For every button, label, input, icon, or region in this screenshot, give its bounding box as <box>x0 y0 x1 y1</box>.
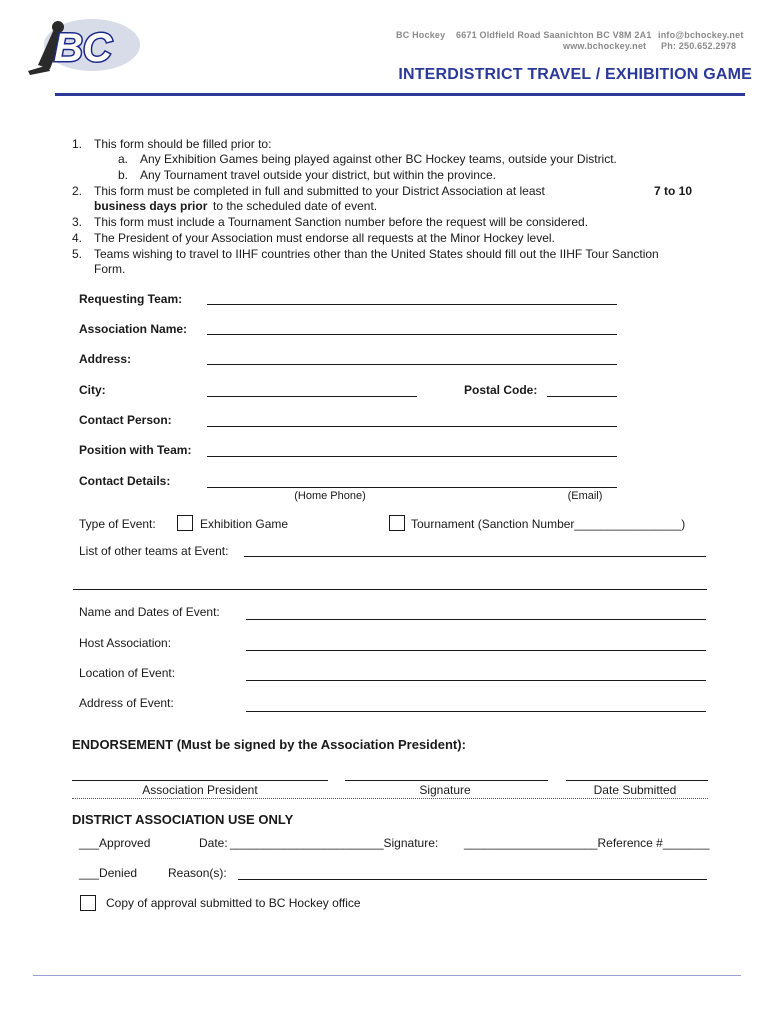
header-org: BC Hockey <box>396 30 446 40</box>
instruction-2-post: to the scheduled date of event. <box>213 199 378 213</box>
contact-person-label: Contact Person: <box>79 413 172 427</box>
city-field[interactable] <box>207 396 417 397</box>
instruction-1b: Any Tournament travel outside your district, but within the province. <box>140 168 496 182</box>
host-association-field[interactable] <box>246 650 706 651</box>
copy-submitted-label: Copy of approval submitted to BC Hockey office <box>106 896 361 910</box>
event-name-dates-field[interactable] <box>246 619 706 620</box>
home-phone-caption: (Home Phone) <box>294 490 366 502</box>
instruction-number: 4. <box>72 231 83 245</box>
position-with-team-label: Position with Team: <box>79 443 192 457</box>
logo-text: BC <box>54 26 112 70</box>
date-submitted-caption: Date Submitted <box>593 783 677 797</box>
date-submitted-field[interactable] <box>566 780 708 781</box>
association-president-caption: Association President <box>142 783 258 797</box>
instruction-2-days: 7 to 10 <box>654 184 693 198</box>
instruction-number: 2. <box>72 184 83 198</box>
tournament-label: Tournament (Sanction Number________________) <box>411 517 686 531</box>
endorsement-heading: ENDORSEMENT (Must be signed by the Association President): <box>72 737 466 752</box>
header-address: 6671 Oldfield Road Saanichton BC V8M 2A1 <box>456 30 652 40</box>
instruction-4: The President of your Association must endorse all requests at the Minor Hockey level. <box>94 231 555 245</box>
contact-person-field[interactable] <box>207 426 617 427</box>
instruction-number: 1. <box>72 137 83 151</box>
header-email: info@bchockey.net <box>658 30 744 40</box>
city-label: City: <box>79 383 106 397</box>
instruction-3: This form must include a Tournament Sanction number before the request will be considered. <box>94 215 589 229</box>
instruction-2: This form must be completed in full and submitted to your District Association at least <box>94 184 545 198</box>
instruction-2-business-days: business days prior <box>94 199 208 213</box>
address-field[interactable] <box>207 364 617 365</box>
exhibition-game-checkbox[interactable] <box>177 515 193 531</box>
type-of-event-label: Type of Event: <box>79 517 156 531</box>
other-teams-field[interactable] <box>244 556 706 557</box>
instruction-1a: Any Exhibition Games being played against other BC Hockey teams, outside your District. <box>140 152 617 166</box>
tournament-checkbox[interactable] <box>389 515 405 531</box>
position-with-team-field[interactable] <box>207 456 617 457</box>
reference-label: ____________________Reference #_______ <box>464 836 710 850</box>
instruction-1: This form should be filled prior to: <box>94 137 272 151</box>
requesting-team-field[interactable] <box>207 304 617 305</box>
instruction-1b-marker: b. <box>118 168 129 182</box>
email-caption: (Email) <box>567 490 603 502</box>
instruction-5b: Form. <box>94 262 126 276</box>
signature-field[interactable] <box>345 780 548 781</box>
other-teams-label: List of other teams at Event: <box>79 544 229 558</box>
requesting-team-label: Requesting Team: <box>79 292 183 306</box>
event-location-label: Location of Event: <box>79 666 176 680</box>
denied-label: ___Denied <box>79 866 138 880</box>
instruction-5: Teams wishing to travel to IIHF countries other than the United States should fill out the IIHF Tour Sanction <box>94 247 659 261</box>
association-name-label: Association Name: <box>79 322 188 336</box>
section-divider <box>72 798 708 799</box>
other-teams-field-2[interactable] <box>73 589 707 590</box>
signature-caption: Signature <box>419 783 471 797</box>
event-address-field[interactable] <box>246 711 706 712</box>
event-name-dates-label: Name and Dates of Event: <box>79 605 220 619</box>
association-president-field[interactable] <box>72 780 328 781</box>
host-association-label: Host Association: <box>79 636 172 650</box>
postal-code-field[interactable] <box>547 396 617 397</box>
copy-submitted-checkbox[interactable] <box>80 895 96 911</box>
address-label: Address: <box>79 352 132 366</box>
bc-hockey-logo <box>24 15 142 77</box>
exhibition-game-label: Exhibition Game <box>200 517 289 531</box>
district-date-label: Date: <box>199 836 228 850</box>
header-phone: Ph: 250.652.2978 <box>661 41 737 51</box>
approved-label: ___Approved <box>79 836 151 850</box>
page-title: INTERDISTRICT TRAVEL / EXHIBITION GAME <box>398 66 752 83</box>
instruction-number: 5. <box>72 247 83 261</box>
instruction-1a-marker: a. <box>118 152 129 166</box>
instruction-number: 3. <box>72 215 83 229</box>
contact-details-field[interactable] <box>207 487 617 488</box>
postal-code-label: Postal Code: <box>464 383 538 397</box>
reasons-label: Reason(s): <box>168 866 227 880</box>
contact-details-label: Contact Details: <box>79 474 171 488</box>
header-web: www.bchockey.net <box>563 41 647 51</box>
district-heading: DISTRICT ASSOCIATION USE ONLY <box>72 812 294 827</box>
event-location-field[interactable] <box>246 680 706 681</box>
title-divider <box>55 93 745 96</box>
event-address-label: Address of Event: <box>79 696 174 710</box>
reasons-field[interactable] <box>238 879 707 880</box>
association-name-field[interactable] <box>207 334 617 335</box>
footer-rule <box>33 975 741 976</box>
district-signature-label: _______________________Signature: <box>230 836 439 850</box>
